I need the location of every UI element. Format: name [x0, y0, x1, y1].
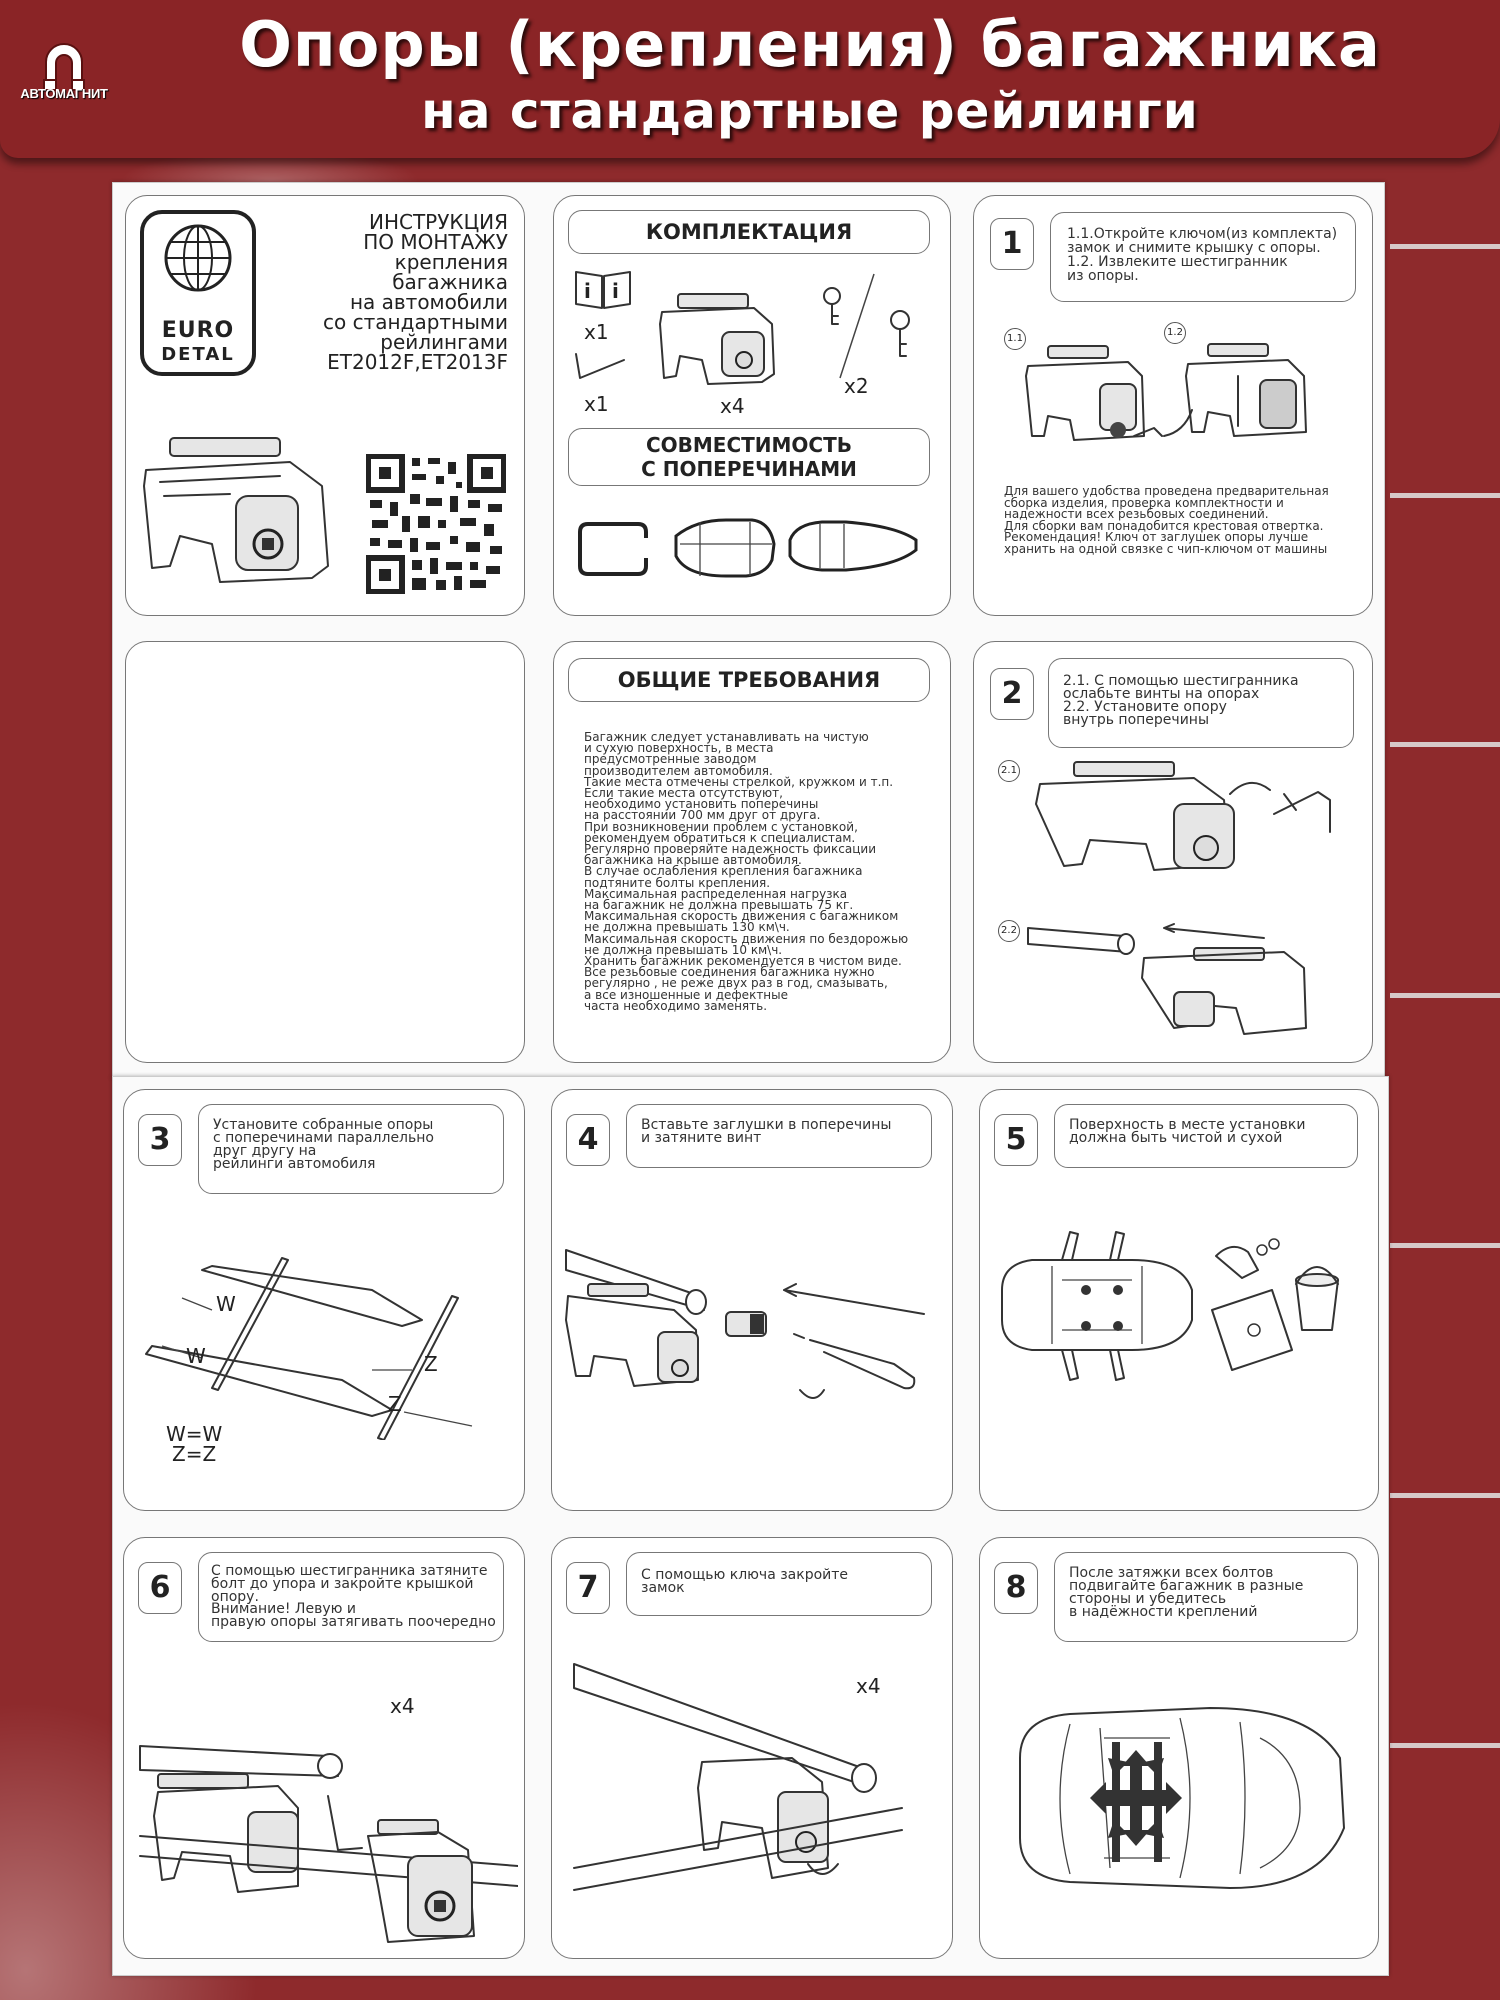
step3-number: 3 [138, 1114, 182, 1166]
page-subtitle: на стандартные рейлинги [421, 82, 1199, 140]
qr-code [366, 454, 506, 594]
step8-number: 8 [994, 1562, 1038, 1614]
instruction-sheet-top [112, 182, 1385, 1079]
blank-panel [125, 641, 525, 1063]
step1-instruction-box [1050, 212, 1356, 302]
step8-illustration [1010, 1698, 1350, 1898]
page-header [0, 0, 1500, 158]
kit-title-box [568, 210, 930, 254]
general-requirements-panel [553, 641, 951, 1063]
step2-panel [973, 641, 1373, 1063]
step4-text: Вставьте заглушки в поперечины и затяните винт [641, 1117, 892, 1146]
step3-instruction-box [198, 1104, 504, 1194]
step1-label-b: 1.2 [1164, 322, 1186, 344]
step3-formula-1: W=W [166, 1422, 223, 1446]
step4-illustration [564, 1240, 944, 1440]
magnet-icon [12, 36, 116, 92]
globe-icon [162, 222, 234, 294]
step2-number: 2 [990, 668, 1034, 720]
step6-illustration [138, 1716, 518, 1946]
step2-illustration-b [1024, 908, 1354, 1048]
step2-label-b: 2.2 [998, 920, 1020, 942]
step8-instruction-box [1054, 1552, 1358, 1642]
step7-number: 7 [566, 1562, 610, 1614]
background-stripe [1390, 742, 1500, 747]
step3-z-label-2: Z [388, 1392, 402, 1416]
step3-text: Установите собранные опоры с поперечинами параллельно друг другу на рейлинги автомобиля [213, 1117, 434, 1172]
step7-instruction-box [626, 1552, 932, 1616]
manual-count: x1 [584, 320, 609, 344]
step4-instruction-box [626, 1104, 932, 1168]
step3-formula-2: Z=Z [172, 1442, 217, 1466]
compat-title-box [568, 428, 930, 486]
step1-note: Для вашего удобства проведена предварительная сборка изделия, проверка комплектности и надежности всех резьбовых соединений. Для сборки вам понадобится крестовая отвертка. Рекомендация! Ключ от заглушек опоры лучше хранить на одной связке с чип-ключом от машины [1004, 484, 1329, 556]
intro-panel [125, 195, 525, 616]
step8-text: После затяжки всех болтов подвигайте багажник в разные стороны и убедитесь в надёжности креплений [1069, 1565, 1304, 1620]
brand-line2: DETAL [161, 344, 235, 365]
general-title-box [568, 658, 930, 702]
background-stripe [1390, 1243, 1500, 1248]
step3-w-label-1: W [216, 1292, 236, 1316]
key-icon [818, 272, 928, 382]
avtomagnit-logo [12, 36, 116, 122]
background-stripe [1390, 993, 1500, 998]
intro-text: ИНСТРУКЦИЯ ПО МОНТАЖУ крепления багажника на автомобили со стандартными рейлингами ET2012F,ET2013F [323, 210, 508, 374]
logo-text: АВТОМАГНИТ [20, 86, 108, 101]
manual-book-icon [572, 268, 636, 312]
step8-panel [979, 1537, 1379, 1959]
step5-illustration [992, 1230, 1372, 1430]
compat-title: СОВМЕСТИМОСТЬ С ПОПЕРЕЧИНАМИ [641, 433, 857, 481]
step1-number: 1 [990, 218, 1034, 270]
step6-count: x4 [390, 1694, 415, 1718]
support-part-icon [658, 288, 778, 388]
support-count: x4 [720, 394, 745, 418]
step7-text: С помощью ключа закройте замок [641, 1567, 849, 1596]
crossbar-profiles [576, 516, 936, 596]
step4-panel [551, 1089, 953, 1511]
keys-count: x2 [844, 374, 869, 398]
svg-text:i: i [612, 279, 619, 303]
general-text: Багажник следует устанавливать на чистую и сухую поверхность, в места предусмотренные заводом производителем автомобиля. Такие места отмечены стрелкой, кружком и т.п. Если такие места отсутствуют, необходимо установить поперечины на расстоянии 700 мм друг от друга. При возникновении проблем с установкой, рекомендуем обратиться к специалистам. Регулярно проверяйте надежность фиксации багажника на крыше автомобиля. В случае ослабления крепления багажника подтяните болты крепления. Максимальная распределенная нагрузка на багажник не должна превышать 75 кг. Максимальная скорость движения с багажником не должна превышать 130 км\ч. Максимальная скорость движения по бездорожью не должна превышать 10 км\ч. Хранить багажник рекомендуется в чистом виде. Все резьбовые соединения багажника нужно регулярно , не реже двух раз в год, смазывать, а все изношенные и дефектные часта необходимо заменять. [584, 730, 909, 1013]
step2-text: 2.1. С помощью шестигранника ослабьте винты на опорах 2.2. Установите опору внутрь поперечины [1063, 673, 1299, 728]
step3-w-label-2: W [186, 1344, 206, 1368]
background-stripe [1390, 1493, 1500, 1498]
general-title: ОБЩИЕ ТРЕБОВАНИЯ [617, 668, 881, 692]
step1-text: 1.1.Откройте ключом(из комплекта) замок и снимите крышку с опоры. 1.2. Извлеките шестигранник из опоры. [1067, 226, 1338, 284]
step2-illustration-a [1034, 754, 1354, 884]
step3-z-label-1: Z [424, 1352, 438, 1376]
euro-detal-logo [140, 210, 256, 376]
step1-illustration [1024, 336, 1354, 456]
step7-count: x4 [856, 1674, 881, 1698]
step1-panel [973, 195, 1373, 616]
step4-number: 4 [566, 1114, 610, 1166]
step7-panel [551, 1537, 953, 1959]
svg-text:i: i [584, 279, 591, 303]
step5-instruction-box [1054, 1104, 1358, 1168]
step2-label-a: 2.1 [998, 760, 1020, 782]
step5-number: 5 [994, 1114, 1038, 1166]
background-stripe [1390, 493, 1500, 498]
kit-title: КОМПЛЕКТАЦИЯ [645, 220, 853, 244]
roof-support-illustration [140, 426, 340, 596]
step6-text: С помощью шестигранника затяните болт до упора и закройте крышкой опору. Внимание! Левую и правую опоры затягивать поочередно [211, 1563, 496, 1631]
step6-panel [123, 1537, 525, 1959]
step5-panel [979, 1089, 1379, 1511]
step3-panel [123, 1089, 525, 1511]
step2-instruction-box [1048, 658, 1354, 748]
step6-number: 6 [138, 1562, 182, 1614]
step1-label-a: 1.1 [1004, 328, 1026, 350]
step6-instruction-box [198, 1552, 504, 1642]
background-stripe [1390, 1743, 1500, 1748]
step7-illustration [572, 1658, 942, 1948]
background-stripe [1390, 244, 1500, 249]
hex-key-icon [570, 348, 630, 384]
kit-panel [553, 195, 951, 616]
page-title: Опоры (крепления) багажника [239, 8, 1381, 81]
instruction-sheet-bottom [112, 1076, 1389, 1976]
brand-line1: EURO [161, 318, 235, 343]
step5-text: Поверхность в месте установки должна быть чистой и сухой [1069, 1117, 1306, 1146]
hexkey-count: x1 [584, 392, 609, 416]
